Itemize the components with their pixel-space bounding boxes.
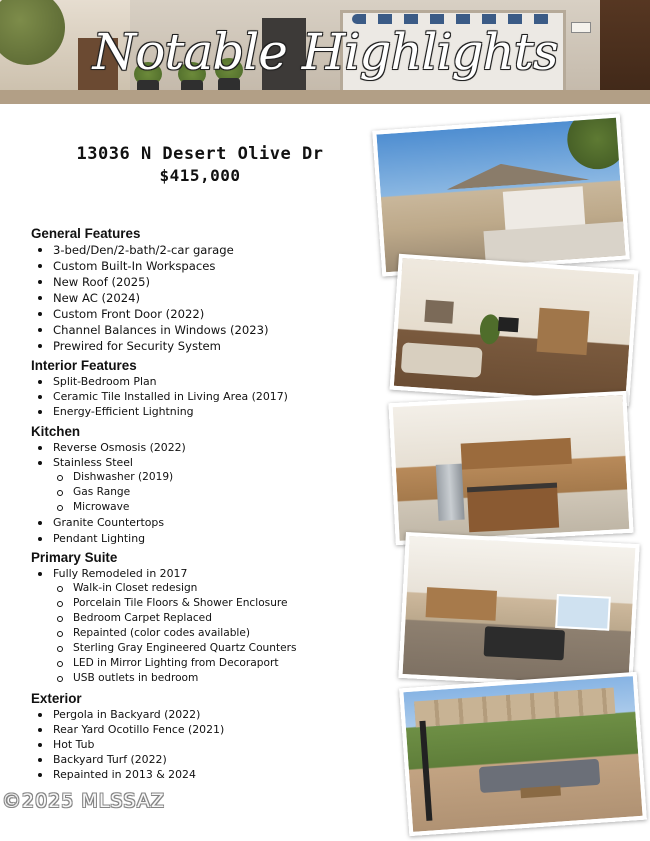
banner-title: Notable Highlights: [92, 23, 558, 81]
photo-living-room: [390, 254, 639, 406]
list-item: Backyard Turf (2022): [31, 752, 361, 767]
primary-suite-section: [31, 550, 361, 687]
photo-front-exterior: [372, 114, 630, 277]
list-item: Pergola in Backyard (2022): [31, 707, 361, 722]
list-item: Custom Front Door (2022): [31, 306, 361, 322]
photo-cabinets: [461, 438, 572, 470]
sub-list-item: USB outlets in bedroom: [31, 671, 361, 686]
photo-tree: [565, 114, 629, 172]
sub-list-item: Repainted (color codes available): [31, 626, 361, 641]
exterior-section: [31, 691, 361, 783]
list-item: New AC (2024): [31, 290, 361, 306]
sub-list-item: Microwave: [31, 500, 361, 515]
section-title: Primary Suite: [31, 549, 118, 565]
section-title: Interior Features: [31, 358, 137, 373]
photo-island: [467, 483, 559, 533]
sub-list-item: Porcelain Tile Floors & Shower Enclosure: [31, 596, 361, 611]
list-item: Energy-Efficient Lightning: [31, 404, 361, 419]
photo-dining-table: [484, 626, 565, 660]
photo-cabinets: [426, 587, 497, 621]
sub-list-item: Gas Range: [31, 485, 361, 500]
photo-dining-area: [398, 532, 639, 690]
general-features-section: [31, 226, 361, 354]
photo-patio-table: [520, 785, 561, 798]
features-list: [31, 226, 361, 787]
photo-cabinets: [537, 308, 590, 355]
list-item: [31, 566, 361, 687]
list-item: Pendant Lighting: [31, 531, 361, 546]
list-item: Split-Bedroom Plan: [31, 374, 361, 389]
list-item: Custom Built-In Workspaces: [31, 258, 361, 274]
list-item: New Roof (2025): [31, 274, 361, 290]
photo-pergola-post: [419, 721, 432, 821]
exterior-list: [31, 707, 361, 783]
section-title: General Features: [31, 226, 141, 241]
photo-kitchen: [388, 391, 633, 545]
list-item: 3-bed/Den/2-bath/2-car garage: [31, 242, 361, 258]
sub-list-item: Dishwasher (2019): [31, 470, 361, 485]
section-title: Kitchen: [31, 423, 81, 439]
sub-list-item: Bedroom Carpet Replaced: [31, 611, 361, 626]
kitchen-list: [31, 440, 361, 546]
sub-list-item: LED in Mirror Lighting from Decoraport: [31, 656, 361, 671]
list-item: Repainted in 2013 & 2024: [31, 767, 361, 782]
photo-pergola: [414, 688, 615, 728]
kitchen-section: [31, 424, 361, 546]
header-banner: [0, 0, 650, 104]
photo-wall-art: [424, 300, 453, 324]
photo-sofa: [401, 342, 483, 378]
photo-tv: [498, 317, 519, 332]
copyright-watermark: ©2025 MLSSAZ: [2, 790, 165, 812]
photo-roof: [429, 158, 590, 191]
section-title: Exterior: [31, 690, 82, 706]
primary-suite-list: [31, 566, 361, 687]
list-item-label: Fully Remodeled in 2017: [53, 566, 188, 580]
interior-features-list: [31, 374, 361, 420]
sub-list-item: Sterling Gray Engineered Quartz Counters: [31, 641, 361, 656]
stainless-sublist: [31, 470, 361, 515]
general-features-list: [31, 242, 361, 354]
list-item-label: Stainless Steel: [53, 455, 133, 469]
list-item: Prewired for Security System: [31, 338, 361, 354]
list-item: Ceramic Tile Installed in Living Area (2017): [31, 389, 361, 404]
list-item: [31, 455, 361, 515]
interior-features-section: [31, 358, 361, 420]
listing-address: 13036 N Desert Olive Dr: [76, 144, 324, 164]
list-item: Reverse Osmosis (2022): [31, 440, 361, 455]
list-item: Hot Tub: [31, 737, 361, 752]
list-item: Granite Countertops: [31, 515, 361, 530]
remodel-sublist: [31, 581, 361, 687]
list-item: Channel Balances in Windows (2023): [31, 322, 361, 338]
sub-list-item: Walk-in Closet redesign: [31, 581, 361, 596]
photo-backyard-pergola: [399, 672, 647, 836]
listing-price: $415,000: [159, 166, 241, 185]
photo-window: [555, 594, 611, 631]
photo-refrigerator: [436, 464, 465, 521]
list-item: Rear Yard Ocotillo Fence (2021): [31, 722, 361, 737]
